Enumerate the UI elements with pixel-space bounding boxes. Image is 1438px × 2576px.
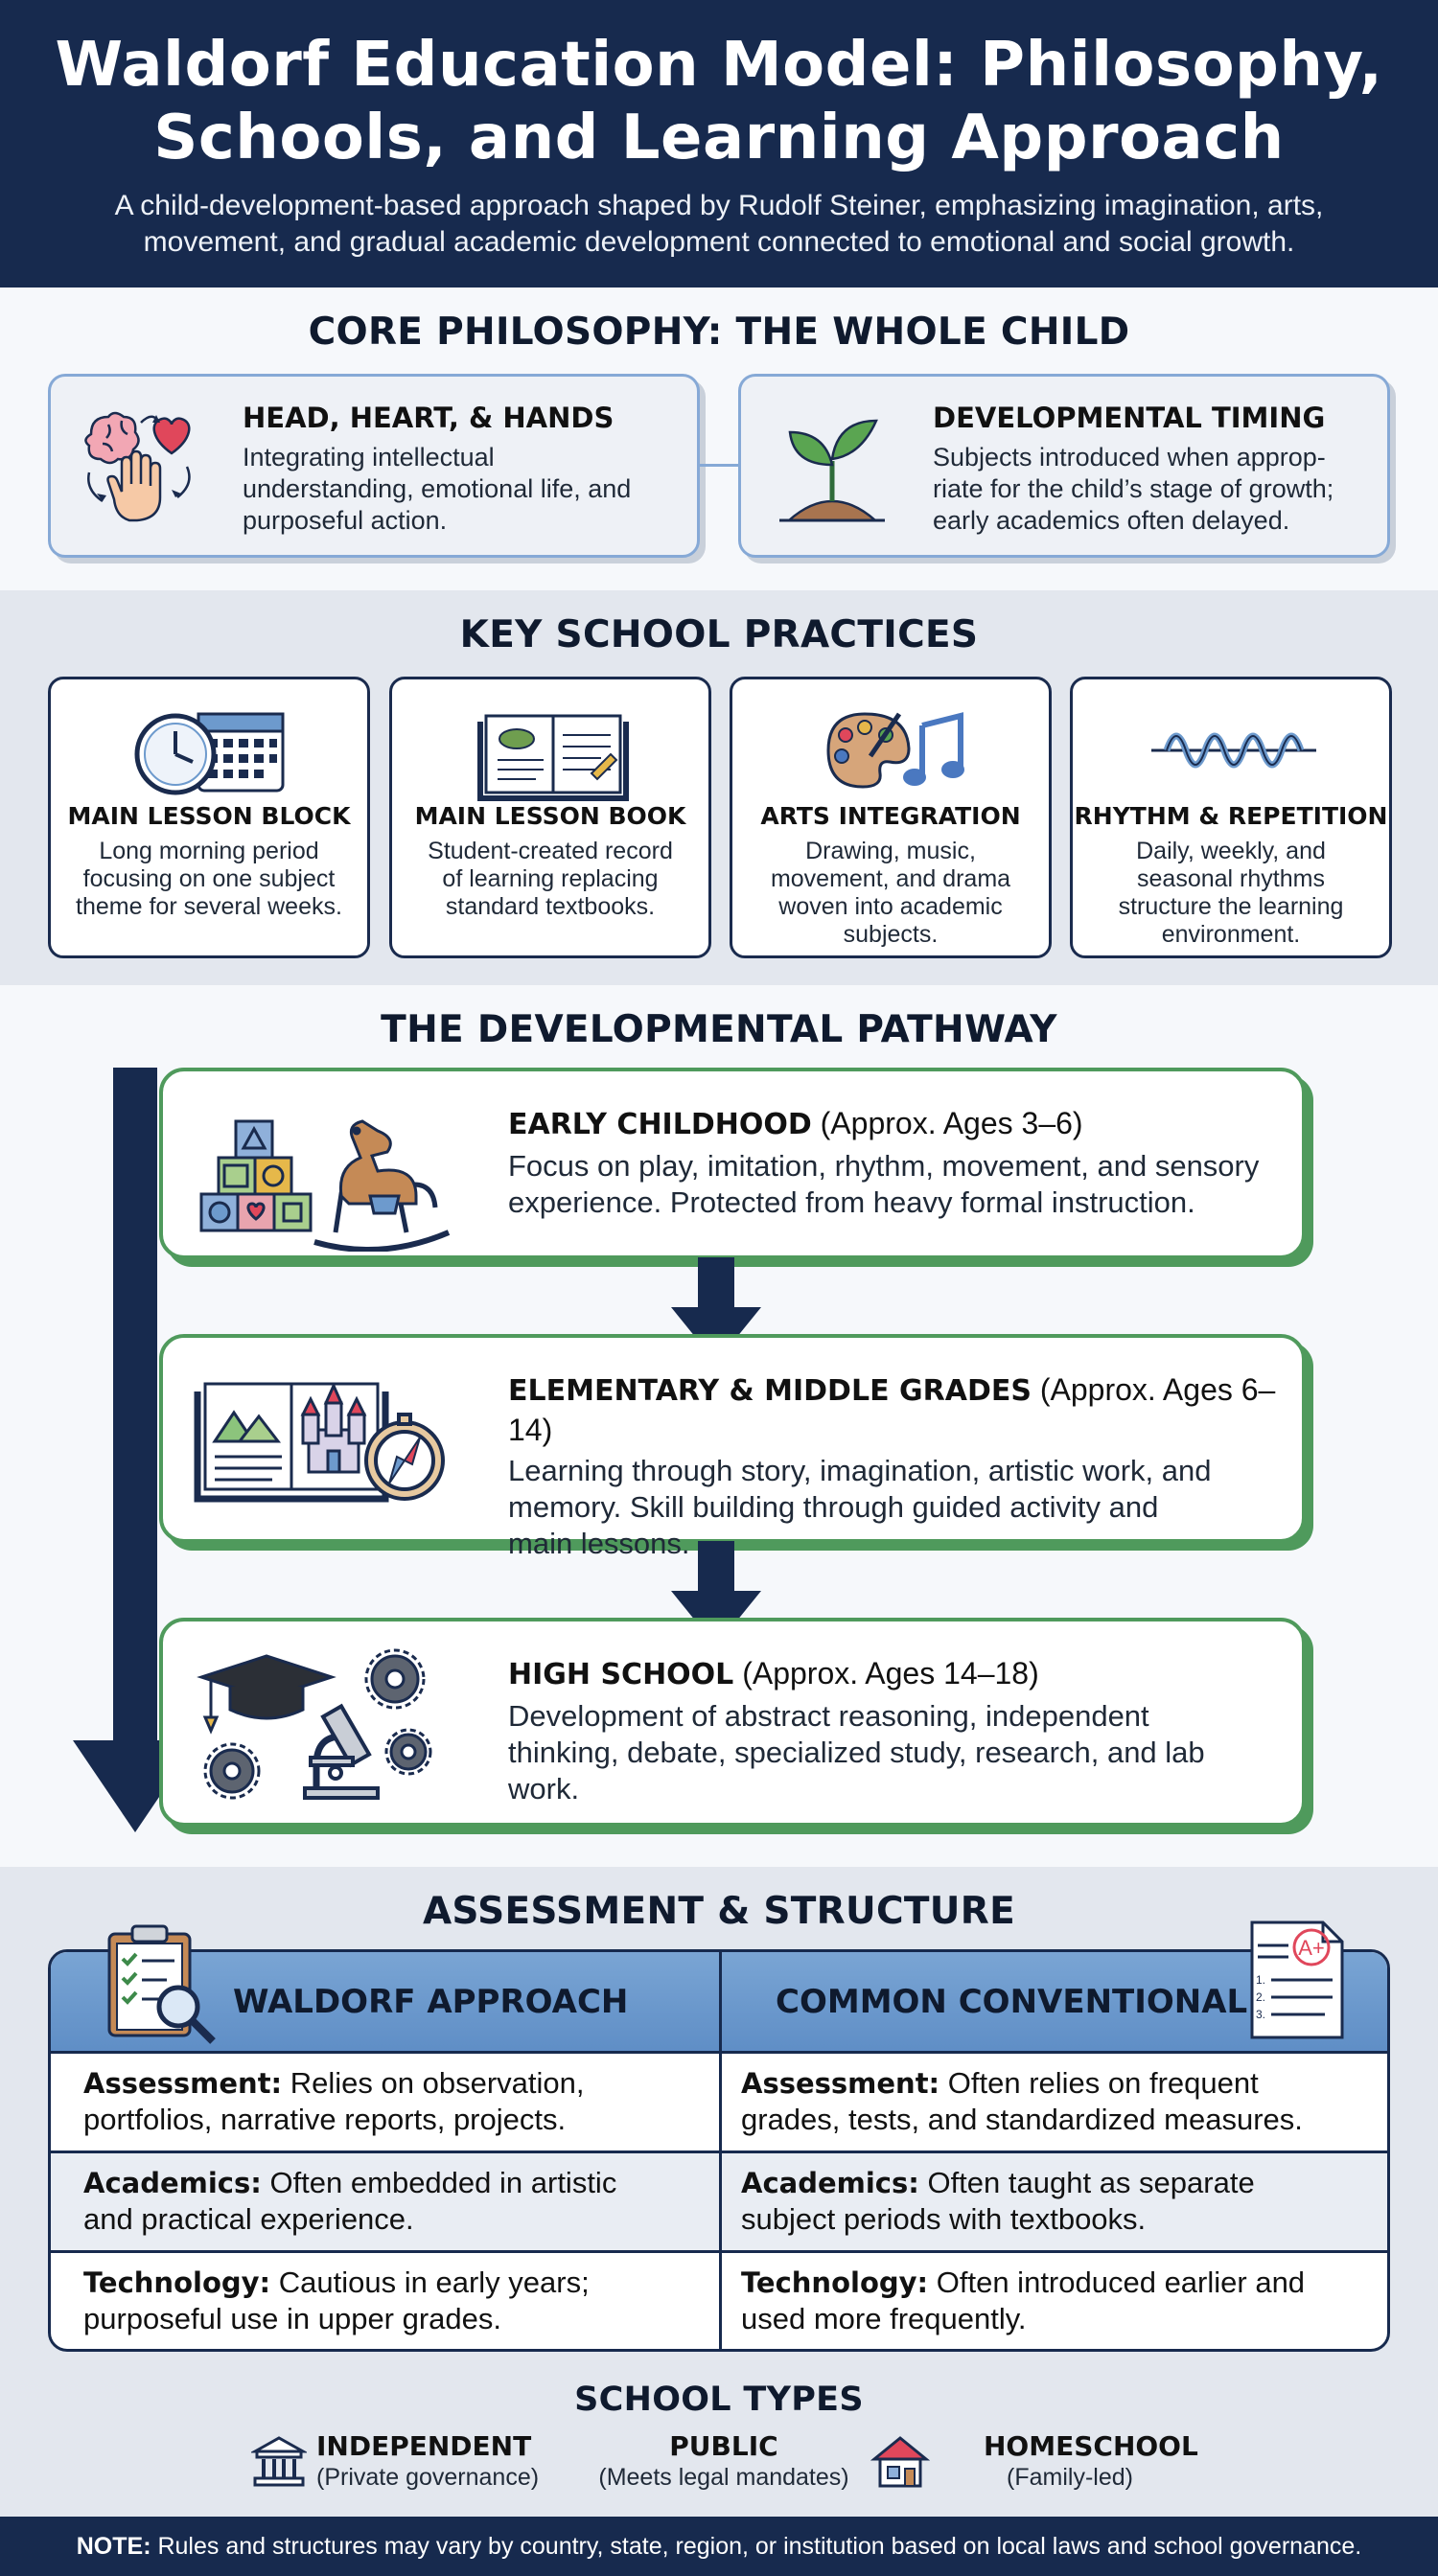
cell-text: Cautious in early years;: [270, 2266, 590, 2299]
svg-text:2.: 2.: [1256, 1990, 1266, 2004]
palette-music-icon: [807, 697, 980, 802]
practice-card-line: Daily, weekly, and: [1136, 838, 1326, 864]
practice-card-title: RHYTHM & REPETITION: [1074, 802, 1388, 830]
school-type-independent: [316, 2430, 546, 2492]
core-card-line: early academics often delayed.: [933, 506, 1290, 535]
column-header-waldorf: WALDORF APPROACH: [233, 1983, 629, 2021]
school-type-public: [594, 2430, 853, 2492]
school-type-desc: (Private governance): [316, 2464, 540, 2491]
open-book-icon: [467, 697, 639, 802]
stage-text: [508, 1370, 1283, 1562]
core-card-text: [243, 442, 678, 537]
practice-card-line: structure the learning: [1118, 893, 1344, 920]
practice-card-text: [402, 838, 699, 921]
cell-text: Often embedded in artistic: [261, 2166, 617, 2199]
core-philosophy-title: CORE PHILOSOPHY: THE WHOLE CHILD: [308, 310, 1130, 354]
cell-text: Often taught as separate: [918, 2166, 1255, 2199]
graduation-microscope-icon: [192, 1639, 451, 1802]
cell-text: Relies on observation,: [282, 2066, 585, 2100]
table-cell-waldorf: [83, 2065, 707, 2137]
practice-card-line: theme for several weeks.: [76, 893, 342, 920]
stage-line: experience. Protected from heavy formal instruction.: [508, 1185, 1195, 1219]
seedling-icon: [770, 405, 894, 530]
practice-card-line: seasonal rhythms: [1137, 865, 1325, 892]
page-title-line-2: Schools, and Learning Approach: [153, 103, 1285, 173]
cell-label: Technology:: [741, 2266, 929, 2299]
table-cell-conventional: [741, 2165, 1364, 2237]
stage-line: work.: [508, 1772, 580, 1806]
cell-text: purposeful use in upper grades.: [83, 2302, 502, 2335]
core-card-title: DEVELOPMENTAL TIMING: [933, 402, 1326, 434]
practice-card-main-lesson-book: [389, 677, 711, 958]
table-cell-conventional: [741, 2065, 1364, 2137]
practice-card-line: subjects.: [843, 921, 939, 948]
practice-card-line: Long morning period: [99, 838, 319, 864]
stage-ages: (Approx. Ages 6–14): [508, 1372, 1276, 1447]
cell-text: and practical experience.: [83, 2202, 414, 2236]
stage-card-elementary-middle: [159, 1334, 1306, 1560]
brain-heart-hand-icon: [80, 405, 204, 530]
pathway-arrow-shaft: [113, 1068, 157, 1748]
storybook-compass-icon: [192, 1355, 451, 1518]
stage-text: [508, 1104, 1283, 1221]
building-columns-icon: [251, 2434, 307, 2488]
wave-icon: [1148, 697, 1320, 802]
stage-ages: (Approx. Ages 14–18): [742, 1656, 1039, 1690]
practice-card-text: [60, 838, 358, 921]
column-header-conventional: COMMON CONVENTIONAL: [776, 1983, 1248, 2021]
practice-card-rhythm-repetition: [1070, 677, 1392, 958]
cell-label: Assessment:: [741, 2067, 940, 2100]
practice-card-title: MAIN LESSON BLOCK: [67, 802, 351, 830]
clock-calendar-icon: [126, 697, 298, 802]
stage-name: HIGH SCHOOL: [508, 1658, 734, 1691]
practice-card-line: focusing on one subject: [82, 865, 336, 892]
cell-text: used more frequently.: [741, 2302, 1027, 2335]
school-type-desc: (Meets legal mandates): [598, 2464, 849, 2491]
school-type-name: HOMESCHOOL: [984, 2430, 1198, 2462]
svg-text:3.: 3.: [1256, 2008, 1266, 2021]
practices-title: KEY SCHOOL PRACTICES: [459, 613, 979, 656]
cell-label: Assessment:: [83, 2067, 283, 2100]
stage-heading: [508, 1654, 1283, 1694]
practice-card-line: of learning replacing: [442, 865, 659, 892]
stage-card-high-school: [159, 1618, 1306, 1827]
cell-text: Often introduced earlier and: [928, 2266, 1306, 2299]
page-subtitle-line-2: movement, and gradual academic development connected to emotional and social growth.: [143, 226, 1295, 258]
school-type-homeschool: [984, 2430, 1198, 2492]
stage-heading: [508, 1370, 1283, 1449]
table-cell-conventional: [741, 2265, 1364, 2336]
school-types-title: SCHOOL TYPES: [574, 2380, 864, 2419]
grade-mark: A+: [1298, 1936, 1325, 1960]
stage-line: Learning through story, imagination, artistic work, and: [508, 1454, 1212, 1487]
practice-card-text: [742, 838, 1039, 949]
core-connector-line: [700, 464, 738, 467]
stage-description: [508, 1453, 1283, 1562]
practice-card-main-lesson-block: [48, 677, 370, 958]
practice-card-title: ARTS INTEGRATION: [760, 802, 1021, 830]
stage-description: [508, 1148, 1283, 1221]
core-card-line: riate for the child’s stage of growth;: [933, 474, 1334, 503]
footer-note: [0, 2517, 1438, 2576]
stage-line: memory. Skill building through guided activity and: [508, 1490, 1159, 1524]
page-header: [0, 0, 1438, 288]
stage-heading: [508, 1104, 1283, 1144]
core-card-line: understanding, emotional life, and: [243, 474, 632, 503]
school-type-desc: (Family-led): [1007, 2464, 1133, 2491]
core-card-developmental-timing: [738, 374, 1390, 558]
table-cell-waldorf: [83, 2265, 707, 2336]
practice-card-arts-integration: [730, 677, 1052, 958]
cell-text: grades, tests, and standardized measures.: [741, 2103, 1303, 2136]
stage-line: thinking, debate, specialized study, research, and lab: [508, 1736, 1205, 1769]
table-cell-waldorf: [83, 2165, 707, 2237]
practice-card-line: environment.: [1161, 921, 1301, 948]
page-subtitle-line-1: A child-development-based approach shaped by Rudolf Steiner, emphasizing imagination, arts,: [114, 190, 1324, 221]
house-icon: [870, 2432, 930, 2490]
core-card-head-heart-hands: [48, 374, 700, 558]
core-card-line: purposeful action.: [243, 506, 448, 535]
svg-text:1.: 1.: [1256, 1973, 1266, 1987]
stage-line: main lessons.: [508, 1527, 690, 1560]
practice-card-line: movement, and drama: [770, 865, 1011, 892]
stage-line: Focus on play, imitation, rhythm, movement, and sensory: [508, 1149, 1260, 1183]
cell-text: subject periods with textbooks.: [741, 2202, 1147, 2236]
practice-card-line: Drawing, music,: [805, 838, 976, 864]
school-type-name: INDEPENDENT: [316, 2430, 532, 2462]
stage-card-early-childhood: [159, 1068, 1306, 1259]
stage-text: [508, 1654, 1283, 1807]
core-card-title: HEAD, HEART, & HANDS: [243, 402, 615, 434]
cell-label: Academics:: [741, 2167, 919, 2199]
school-type-name: PUBLIC: [669, 2430, 778, 2462]
cell-text: portfolios, narrative reports, projects.: [83, 2103, 567, 2136]
blocks-rocking-horse-icon: [192, 1089, 451, 1252]
footer-note-label: NOTE:: [76, 2533, 151, 2560]
cell-label: Academics:: [83, 2167, 262, 2199]
practice-card-line: standard textbooks.: [445, 893, 656, 920]
practice-card-line: Student-created record: [428, 838, 673, 864]
stage-description: [508, 1698, 1283, 1807]
stage-line: Development of abstract reasoning, independent: [508, 1699, 1149, 1733]
core-card-line: Subjects introduced when approp-: [933, 443, 1326, 472]
practice-card-text: [1082, 838, 1380, 949]
core-card-text: [933, 442, 1368, 537]
cell-label: Technology:: [83, 2266, 271, 2299]
table-column-divider: [719, 1952, 722, 2349]
stage-name: ELEMENTARY & MIDDLE GRADES: [508, 1374, 1032, 1408]
practice-card-title: MAIN LESSON BOOK: [414, 802, 686, 830]
stage-name: EARLY CHILDHOOD: [508, 1108, 812, 1141]
practice-card-line: woven into academic: [778, 893, 1003, 920]
footer-note-text: Rules and structures may vary by country, state, region, or institution based on local laws and school governance.: [151, 2533, 1362, 2560]
page-title-line-1: Waldorf Education Model: Philosophy,: [55, 30, 1383, 101]
stage-ages: (Approx. Ages 3–6): [820, 1106, 1083, 1140]
comparison-table: [48, 1949, 1390, 2352]
pathway-title: THE DEVELOPMENTAL PATHWAY: [381, 1008, 1057, 1051]
page-subtitle: [0, 188, 1438, 261]
page-title: [0, 0, 1438, 174]
cell-text: Often relies on frequent: [939, 2066, 1259, 2100]
assessment-title: ASSESSMENT & STRUCTURE: [422, 1890, 1016, 1933]
clipboard-magnifier-icon: [100, 1920, 224, 2045]
core-card-line: Integrating intellectual: [243, 443, 495, 472]
